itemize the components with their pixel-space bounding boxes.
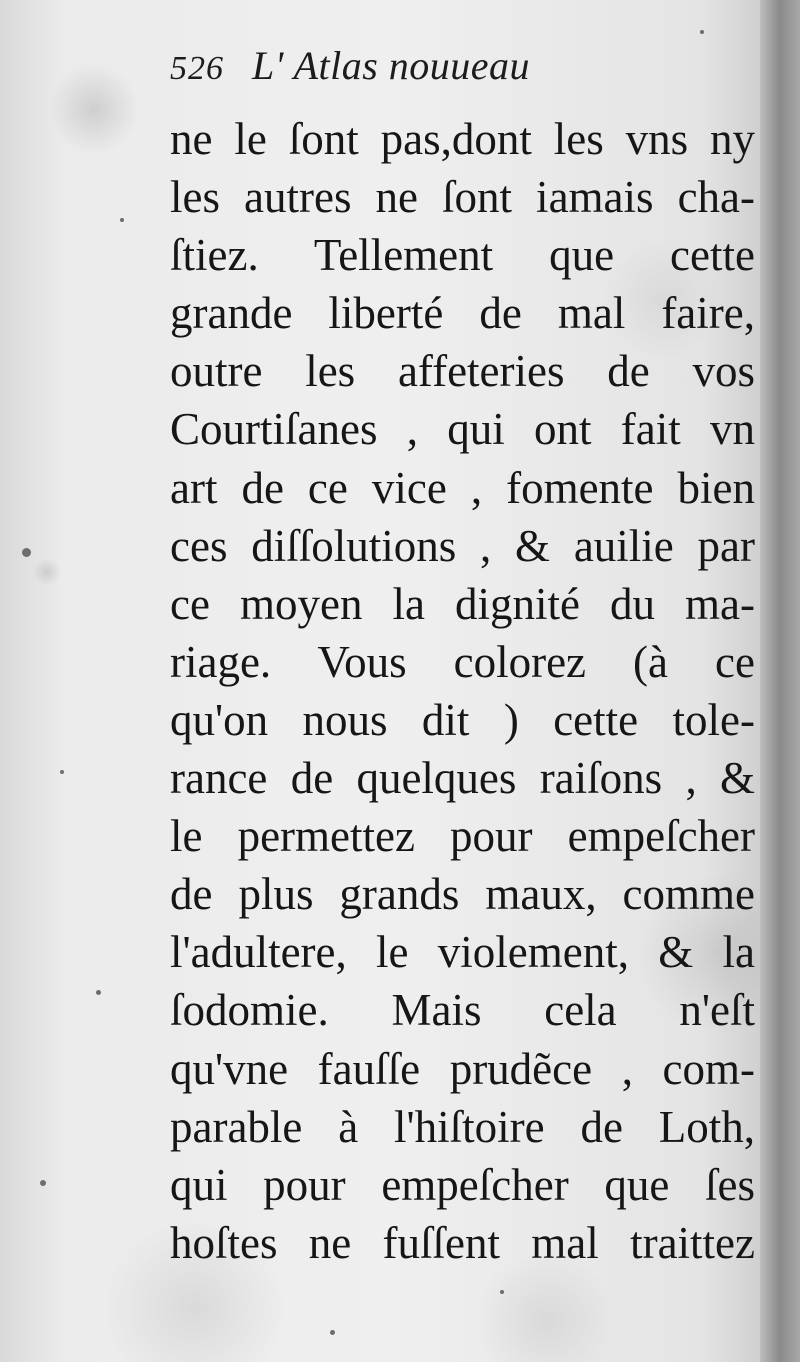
text-line: art de ce vice , fomente bien <box>170 462 755 513</box>
text-line: ne le ſont pas,dont les vns ny <box>170 114 755 164</box>
text-line: le permettez pour empeſcher <box>170 811 755 862</box>
text-line: riage. Vous colorez (à ce <box>170 636 755 687</box>
text-line: qu'vne fauſſe prudẽce , com- <box>170 1043 755 1094</box>
text-line: l'adultere, le violement, & la <box>170 927 755 978</box>
text-line: outre les affeteries de vos <box>170 346 755 397</box>
text-line: parable à l'hiſtoire de Loth, <box>170 1101 755 1152</box>
text-line: rance de quelques raiſons , & <box>170 753 755 804</box>
text-line: les autres ne ſont iamais cha- <box>170 172 755 223</box>
text-line: Courtiſanes , qui ont fait vn <box>170 404 755 455</box>
text-line: ce moyen la dignité du ma- <box>170 578 755 629</box>
running-head <box>170 42 530 102</box>
page-number: 526 <box>170 50 224 87</box>
page-edge-shadow <box>760 0 800 1362</box>
text-line: ces diſſolutions , & auilie par <box>170 520 755 571</box>
running-title: L' Atlas nouueau <box>252 43 531 88</box>
body-text <box>170 110 755 1272</box>
text-line: grande liberté de mal faire, <box>170 288 755 339</box>
text-line: qu'on nous dit ) cette tole- <box>170 694 755 745</box>
text-line: ſodomie. Mais cela n'eſt <box>170 985 755 1036</box>
text-line: hoſtes ne fuſſent mal traittez <box>170 1217 755 1268</box>
text-line: qui pour empeſcher que ſes <box>170 1159 755 1210</box>
text-line: ſtiez. Tellement que cette <box>170 230 755 281</box>
text-line: de plus grands maux, comme <box>170 869 755 920</box>
